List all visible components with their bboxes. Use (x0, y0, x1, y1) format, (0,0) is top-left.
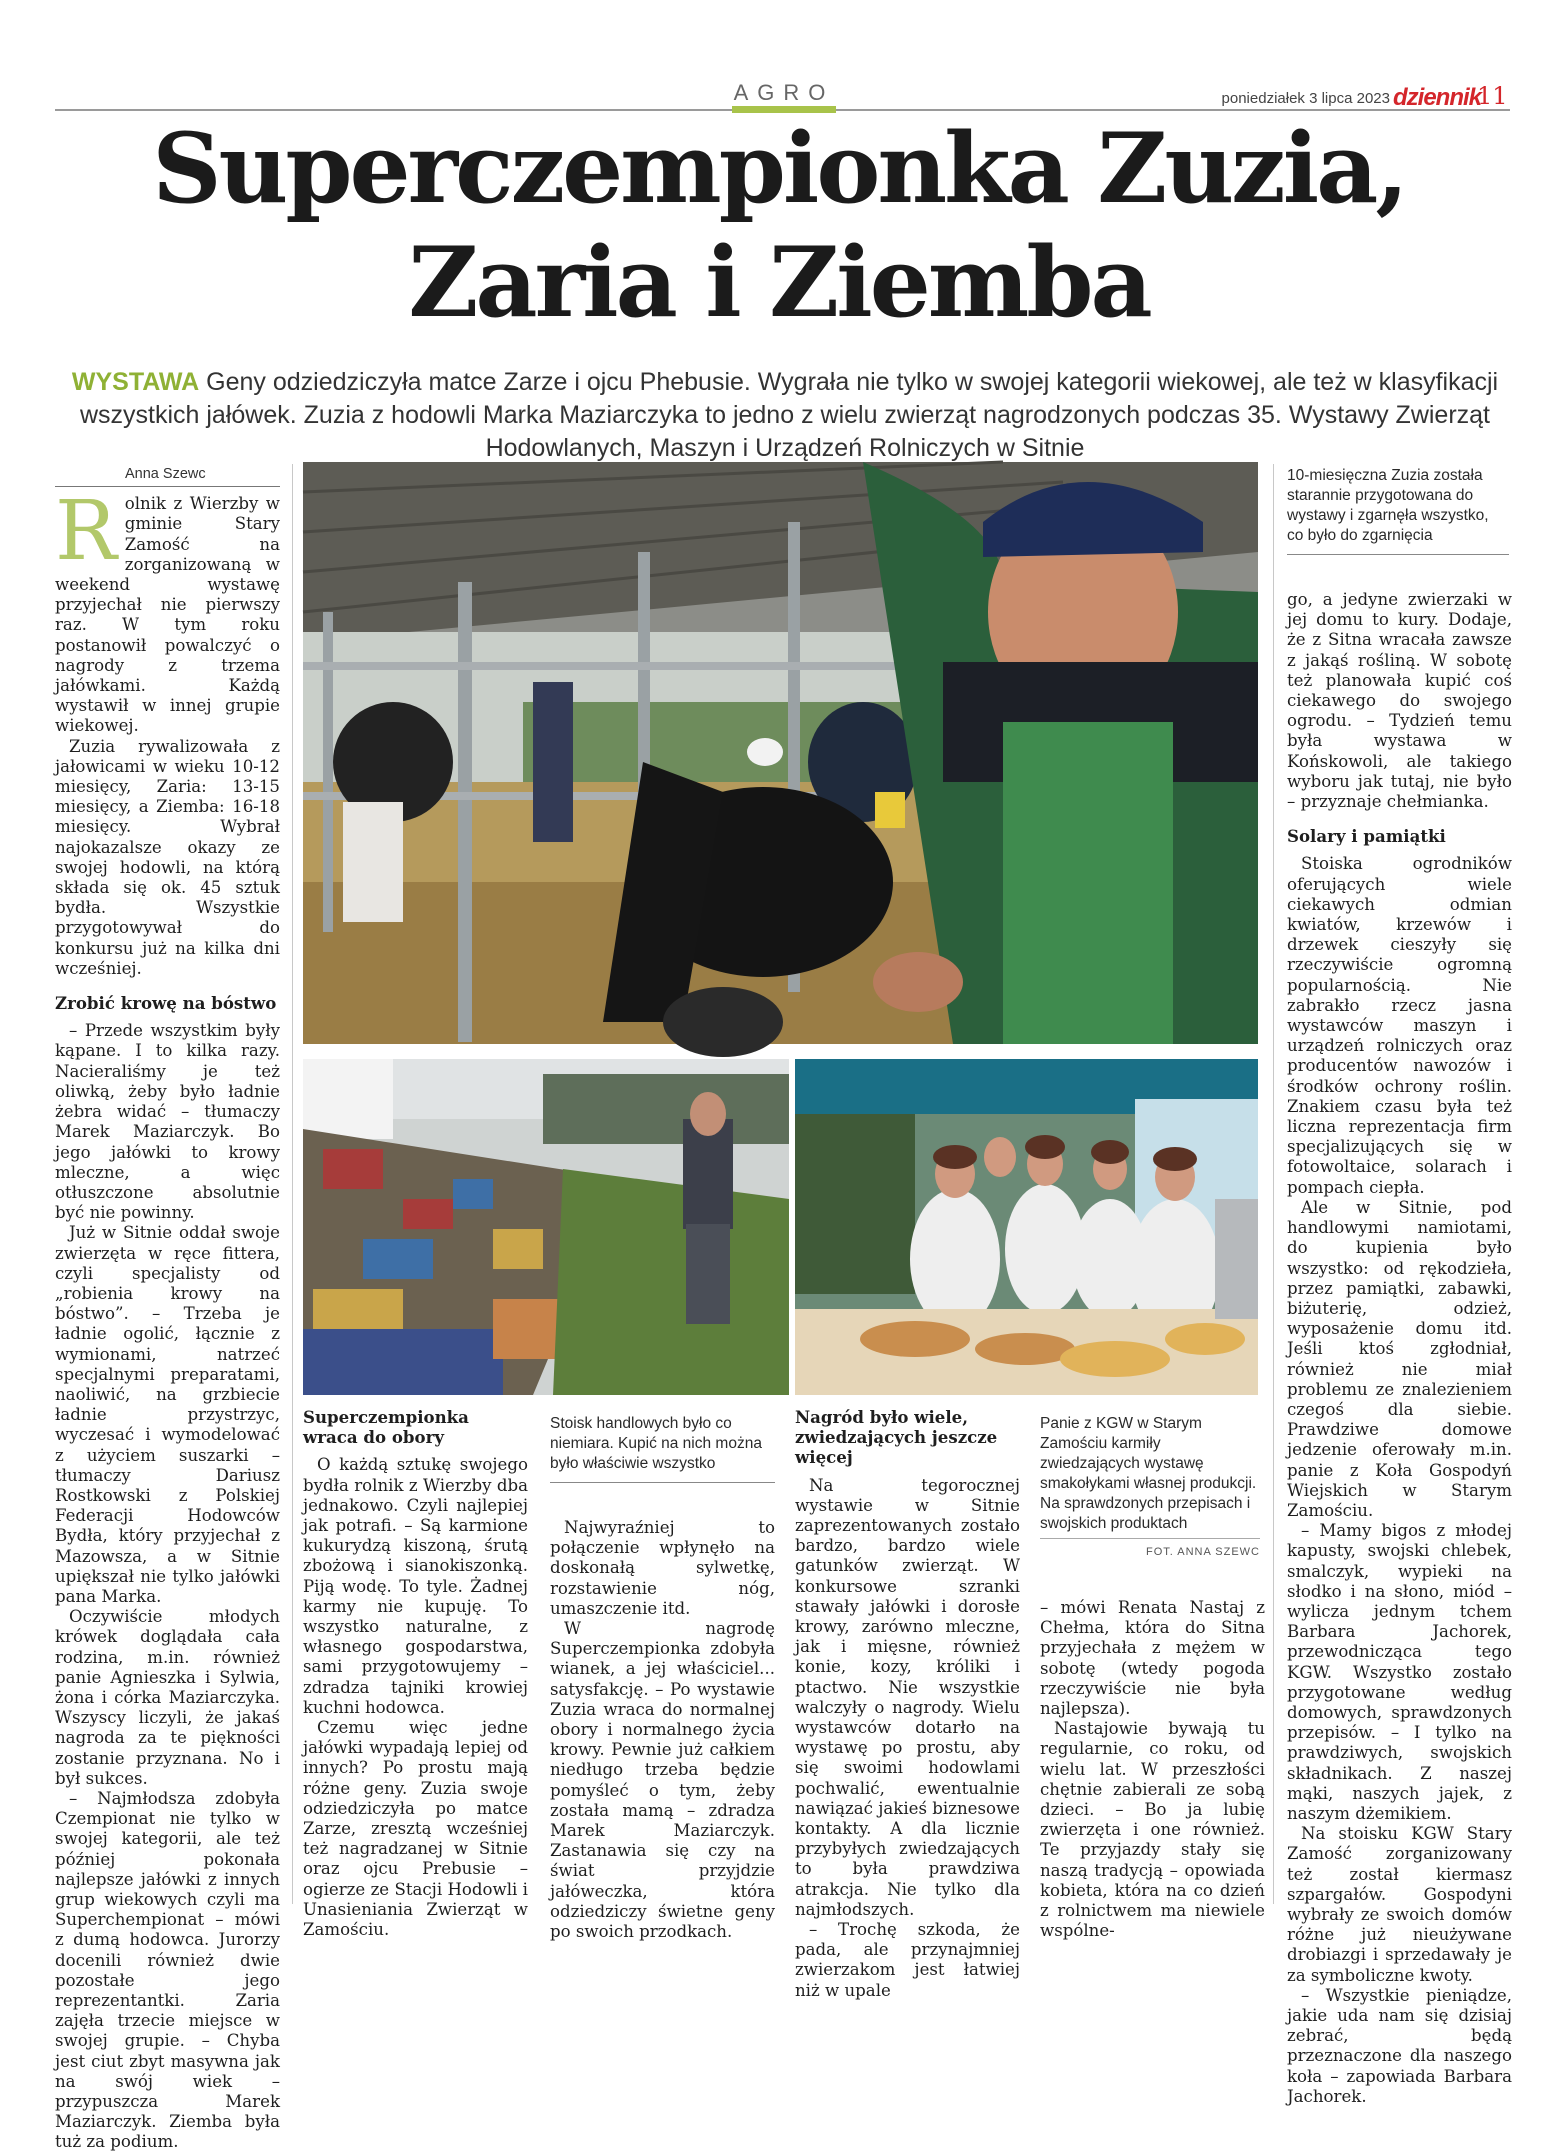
lead-tag: WYSTAWA (71, 368, 200, 396)
caption-kgw-photo (1040, 1414, 1260, 1562)
col3-paragraph: Najwyraźniej to połączenie wpłynęło na doskonałą sylwetkę, rozstawienie nóg, umaszczenie itd. (550, 1518, 775, 1618)
lead-text: Geny odziedziczyła matce Zarze i ojcu Phebusie. Wygrała nie tylko w swojej kategorii wiekowej, ale też w klasyfikacji wszystkich jałówek. Zuzia z hodowli Marka Maziarczyka to jedno z wielu zwierząt nagrodzonych podczas 35. Wystawy Zwierząt Hodowlanych, Maszyn i Urządzeń Rolniczych w Sitnie (79, 368, 1499, 462)
newspaper-logo: dziennik (1393, 84, 1482, 111)
column-divider (1273, 464, 1274, 1904)
author-byline: Anna Szewc (55, 464, 280, 487)
column-6 (1287, 590, 1512, 2107)
photo-kgw-women (795, 1059, 1258, 1395)
col3-paragraph: W nagrodę Superczempionka zdobyła wianek, a jej właściciel... satysfakcję. – Po wystawie Zuzia wraca do normalnej obory i normalnego życia krowy. Pewnie już całkiem niedługo trzeba będzie pomyśleć o tym, żeby została mamą – zdradza Marek Maziarczyk. Zastanawia się czy na świat przyjdzie jałóweczka, która odziedziczy świetne geny po swoich przodkach. (550, 1619, 775, 1942)
subheading-superczempionka: Superczempionka wraca do obory (303, 1407, 469, 1448)
subheading-zrobic-krowe: Zrobić krowę na bóstwo (55, 993, 277, 1014)
col2-paragraph: O każdą sztukę swojego bydła rolnik z Wierzby dba jednakowo. Czyli najlepiej jak potrafi. – Są karmione kukurydzą kiszoną, śrutą zbożową i sianokiszonką. Piją wodę. To tyle. Żadnej karmy nie kupuję. To wszystko naturalne, z własnego gospodarstwa, sami przygotowujemy – zdradza tajniki krowiej kuchni hodowca. (303, 1455, 528, 1717)
col6-paragraph: – Mamy bigos z młodej kapusty, swojski chlebek, smalczyk, wypieki na słodko i na słono, miód – wylicza jednym tchem Barbara Jachorek, przewodnicząca tego KGW. Wszystko zostało przygotowane według domowych, sprawdzonych przepisów. – I tylko na prawdziwych, swojskich składnikach. Z naszej mąki, naszych jajek, z naszym dżemikiem. (1287, 1521, 1512, 1823)
col1-paragraph: Oczywiście młodych krówek doglądała cała rodzina, m.in. również panie Agnieszka i Sylwia, żona i córka Maziarczyka. Wszyscy liczyli, że jakaś nagroda za te piękności zostanie przyznana. No i był sukces. (55, 1607, 280, 1788)
col6-paragraph: – Wszystkie pieniądze, jakie uda nam się dzisiaj zebrać, będą przeznaczone dla naszego koła – zapowiada Barbara Jachorek. (1287, 1985, 1512, 2106)
kgw-photo-drawing (795, 1059, 1258, 1395)
section-label: AGRO (733, 80, 835, 105)
market-photo-drawing (303, 1059, 789, 1395)
photo-market-stalls (303, 1059, 789, 1395)
col6-paragraph: go, a jedyne zwierzaki w jej domu to kury. Dodaje, że z Sitna wracała zawsze z jakąś rośliną. W sobotę też planowała kupić coś ciekawego do swojego ogrodu. – Tydzień temu była wystawa w Końskowoli, ale takiego wyboru jak tutaj, nie było – przyznaje chełmianka. (1287, 590, 1512, 812)
col1-paragraph: – Przede wszystkim były kąpane. I to kilka razy. Nacieraliśmy je też oliwką, żeby było ładnie żebra widać – tłumaczy Marek Maziarczyk. Bo jego jałówki to krowy mleczne, a więc otłuszczone absolutnie być nie powinny. (55, 1021, 280, 1223)
column-divider (292, 464, 293, 1904)
column-1 (55, 464, 280, 2153)
col2-paragraph: Czemu więc jedne jałówki wypadają lepiej od innych? Po prostu mają różne geny. Zuzia swoje odziedziczyła po matce Zarze, zresztą wcześniej też nagradzanej w Sitnie oraz ojcu Prebusie – ogierze ze Stacji Hodowli i Unasieniania Zwierząt w Zamościu. (303, 1718, 528, 1940)
col6-paragraph: Na stoisku KGW Stary Zamość zorganizowany też został kiermasz szpargałów. Gospodyni wybrały ze swoich domów różne już nieużywane drobiazgi i sprzedawały je za symboliczne kwoty. (1287, 1824, 1512, 1985)
page-number: 11 (1477, 82, 1508, 110)
col1-paragraph: olnik z Wierzby w gminie Stary Zamość na zorganizowaną w weekend wystawę przyjechał nie pierwszy raz. W tym roku postanowił powalczyć o nagrody z trzema jałówkami. Każdą wystawił w innej grupie wiekowej. (55, 494, 280, 736)
caption-main-photo: 10-miesięczna Zuzia została starannie przygotowana do wystawy i zgarnęła wszystko, co było do zgarnięcia (1287, 466, 1509, 555)
title-line-2: Zaria i Ziemba (408, 226, 1150, 339)
main-photo-drawing (303, 462, 1258, 1044)
title-line-1: Superczempionka Zuzia, (152, 112, 1406, 225)
subheading-solary: Solary i pamiątki (1287, 826, 1446, 847)
issue-date: poniedziałek 3 lipca 2023 (1221, 90, 1390, 107)
drop-cap: R (55, 484, 117, 580)
subheading-nagrod: Nagród było wiele, zwiedzających jeszcze więcej (795, 1407, 998, 1468)
col1-paragraph: Już w Sitnie oddał swoje zwierzęta w ręce fittera, czyli specjalisty od „robienia krowy na bóstwo”. – Trzeba je ładnie ogolić, łącznie z wymionami, natrzeć specjalnymi preparatami, naoliwić, na grzbiecie ładnie przystrzyc, wyczesać i wymodelować z użyciem suszarki – tłumaczy Dariusz Rostkowski z Polskiej Federacji Hodowców Bydła, który przyjechał z Mazowsza, a w Sitnie upiększał nie tylko jałówki pana Marka. (55, 1223, 280, 1606)
col6-paragraph: Stoiska ogrodników oferujących wiele ciekawych odmian kwiatów, krzewów i drzewek cieszyły się rzeczywiście ogromną popularnością. Nie zabrakło rzecz jasna wystawców maszyn i urządzeń rolniczych oraz producentów nawozów i środków ochrony roślin. Znakiem czasu była też liczna reprezentacja firm specjalizujących się w fotowoltaice, solarach i pompach ciepła. (1287, 854, 1512, 1197)
article-title (40, 112, 1518, 340)
col1-paragraph: – Najmłodsza zdobyła Czempionat nie tylko w swojej kategorii, ale też później pokonała najlepsze jałówki z innych grup wiekowych czyli ma Superchempionat – mówi z dumą hodowca. Jurorzy docenili również dwie pozostałe jego reprezentantki. Zaria zajęła trzecie miejsce w swojej grupie. – Chyba jest ciut zbyt masywna jak na swój wiek – przypuszcza Marek Maziarczyk. Ziemba była tuż za podium. (55, 1789, 280, 2152)
photo-credit: FOT. ANNA SZEWC (1040, 1538, 1260, 1562)
col5-paragraph: Nastajowie bywają tu regularnie, co roku, od wielu lat. W przeszłości chętnie zabierali ze sobą dzieci. – Bo ja lubię zwierzęta i one również. Te przyjazdy stały się naszą tradycją – opowiada kobieta, która na co dzień z rolnictwem ma niewiele wspólne- (1040, 1719, 1265, 1941)
article-lead (55, 366, 1515, 465)
caption-kgw-text: Panie z KGW w Starym Zamościu karmiły zwiedzających wystawę smakołykami własnej produkcji. Na sprawdzonych przepisach i swojskich produktach (1040, 1415, 1257, 1532)
col4-paragraph: – Trochę szkoda, że pada, ale przynajmniej zwierzakom jest łatwiej niż w upale (795, 1920, 1020, 2000)
col5-paragraph: – mówi Renata Nastaj z Chełma, która do Sitna przyjechała z mężem w sobotę (wtedy pogoda rzeczywiście nie była najlepsza). (1040, 1598, 1265, 1719)
column-5 (1040, 1598, 1265, 1941)
caption-market-photo: Stoisk handlowych było co niemiara. Kupić na nich można było właściwie wszystko (550, 1414, 775, 1483)
column-4 (795, 1407, 1020, 2001)
column-3 (550, 1518, 775, 1942)
col6-paragraph: Ale w Sitnie, pod handlowymi namiotami, do kupienia było wszystko: od rękodzieła, przez pamiątki, zabawki, biżuterię, odzież, wyposażenie domu itd. Jeśli ktoś zgłodniał, również nie miał problemu ze znalezieniem czegoś dla siebie. Prawdziwe domowe jedzenie oferowały m.in. panie z Koła Gospodyń Wiejskich w Starym Zamościu. (1287, 1197, 1512, 1520)
column-2 (303, 1407, 528, 1940)
main-photo-cow-farmer (303, 462, 1258, 1044)
col1-paragraph: Zuzia rywalizowała z jałowicami w wieku 10-12 miesięcy, Zaria: 13-15 miesięcy, a Ziemba: 16-18 miesięcy. Wybrał najokazalsze okazy ze swojej hodowli, na którą składa się ok. 45 sztuk bydła. Wszystkie przygotowywał do konkursu już na kilka dni wcześniej. (55, 736, 280, 978)
col4-paragraph: Na tegorocznej wystawie w Sitnie zaprezentowanych zostało bardzo, bardzo wiele gatunków zwierząt. W konkursowe szranki stawały jałówki i dorosłe krowy, zarówno mleczne, jak i mięsne, również konie, kozy, króliki i ptactwo. Nie wszystkie walczyły o nagrody. Wielu wystawców dotarło na wystawę po prostu, aby się swoimi hodowlami pochwalić, ewentualnie nawiązać jakieś biznesowe kontakty. A dla licznie przybyłych zwiedzających to była prawdziwa atrakcja. Nie tylko dla najmłodszych. (795, 1475, 1020, 1919)
